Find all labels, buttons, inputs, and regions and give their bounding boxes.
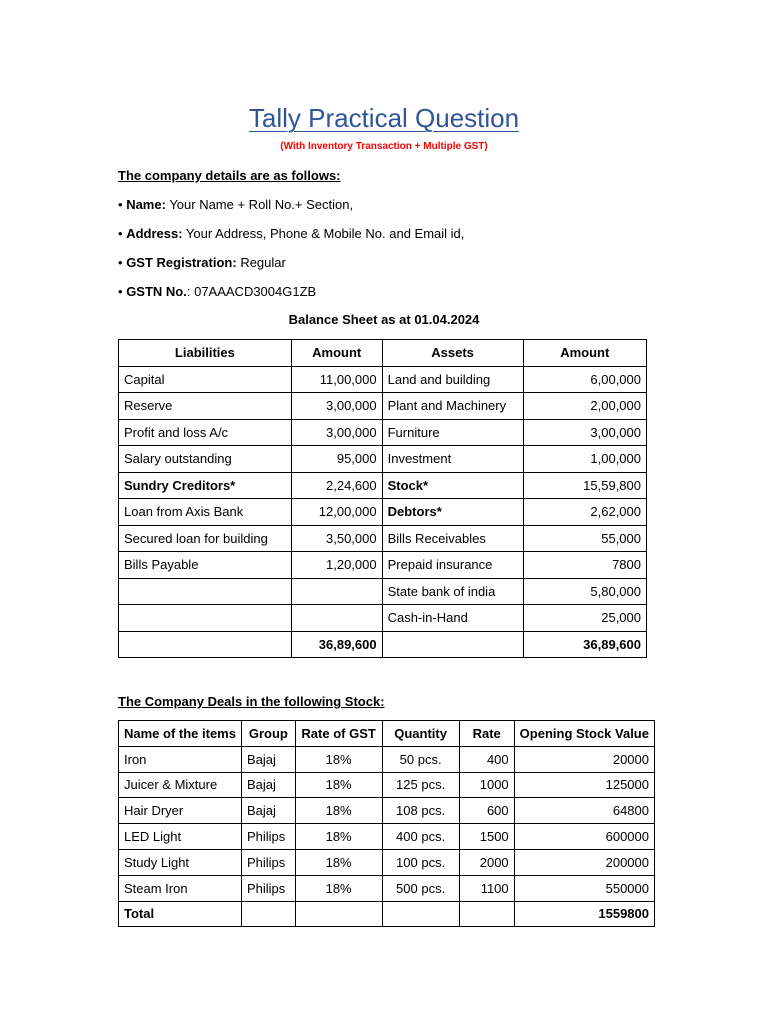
- asset-cell: State bank of india: [382, 578, 523, 605]
- item-cell: Hair Dryer: [119, 798, 242, 824]
- group-cell: Philips: [241, 875, 295, 901]
- rate-cell: 2000: [459, 849, 514, 875]
- liability-cell: Capital: [119, 366, 292, 393]
- detail-value: Your Name + Roll No.+ Section,: [165, 197, 354, 212]
- col-header-assets: Assets: [382, 340, 523, 367]
- asset-amount-cell: 1,00,000: [523, 446, 647, 473]
- asset-amount-cell: 2,00,000: [523, 393, 647, 420]
- asset-amount-cell: 55,000: [523, 525, 647, 552]
- detail-gst-registration: [118, 255, 286, 270]
- asset-cell: Prepaid insurance: [382, 552, 523, 579]
- asset-cell: Cash-in-Hand: [382, 605, 523, 632]
- liability-amount-cell: 3,00,000: [291, 419, 382, 446]
- table-row: [119, 875, 655, 901]
- asset-amount-cell: 6,00,000: [523, 366, 647, 393]
- value-cell: 600000: [514, 824, 654, 850]
- asset-amount-cell: 5,80,000: [523, 578, 647, 605]
- table-row: [119, 772, 655, 798]
- asset-cell: Investment: [382, 446, 523, 473]
- value-cell: 20000: [514, 746, 654, 772]
- liability-cell: Reserve: [119, 393, 292, 420]
- bullet-icon: •: [118, 284, 123, 299]
- balance-sheet-caption: Balance Sheet as at 01.04.2024: [288, 312, 480, 327]
- col-header-item-name: Name of the items: [119, 721, 242, 747]
- gst-cell: 18%: [295, 875, 382, 901]
- detail-label: Address:: [126, 226, 183, 241]
- gst-cell: 18%: [295, 849, 382, 875]
- rate-cell: 1100: [459, 875, 514, 901]
- asset-amount-cell: 15,59,800: [523, 472, 647, 499]
- empty-cell: [119, 631, 292, 658]
- asset-cell: Furniture: [382, 419, 523, 446]
- detail-gstn: [118, 284, 316, 299]
- liability-amount-cell: 95,000: [291, 446, 382, 473]
- table-row: [119, 824, 655, 850]
- item-cell: Study Light: [119, 849, 242, 875]
- rate-cell: 600: [459, 798, 514, 824]
- quantity-cell: 100 pcs.: [382, 849, 459, 875]
- asset-cell: Stock*: [382, 472, 523, 499]
- liability-cell: [119, 605, 292, 632]
- table-row: [119, 525, 647, 552]
- group-cell: Philips: [241, 849, 295, 875]
- asset-amount-cell: 25,000: [523, 605, 647, 632]
- value-cell: 64800: [514, 798, 654, 824]
- liability-cell: Secured loan for building: [119, 525, 292, 552]
- detail-value: Your Address, Phone & Mobile No. and Email id,: [182, 226, 465, 241]
- quantity-cell: 50 pcs.: [382, 746, 459, 772]
- value-cell: 550000: [514, 875, 654, 901]
- gst-cell: 18%: [295, 798, 382, 824]
- liability-amount-cell: 11,00,000: [291, 366, 382, 393]
- detail-address: [118, 226, 464, 241]
- page-subtitle: (With Inventory Transaction + Multiple GST): [280, 141, 488, 152]
- item-cell: Steam Iron: [119, 875, 242, 901]
- liability-amount-cell: 3,00,000: [291, 393, 382, 420]
- empty-cell: [382, 901, 459, 927]
- empty-cell: [459, 901, 514, 927]
- table-row: [119, 499, 647, 526]
- detail-label: GSTN No.: [126, 284, 187, 299]
- group-cell: Philips: [241, 824, 295, 850]
- liability-cell: Bills Payable: [119, 552, 292, 579]
- rate-cell: 1000: [459, 772, 514, 798]
- bullet-icon: •: [118, 255, 123, 270]
- asset-cell: Land and building: [382, 366, 523, 393]
- col-header-group: Group: [241, 721, 295, 747]
- stock-heading: The Company Deals in the following Stock:: [118, 694, 385, 709]
- asset-amount-cell: 3,00,000: [523, 419, 647, 446]
- item-cell: Iron: [119, 746, 242, 772]
- total-liabilities-cell: 36,89,600: [291, 631, 382, 658]
- liability-amount-cell: 2,24,600: [291, 472, 382, 499]
- value-cell: 125000: [514, 772, 654, 798]
- table-row: [119, 393, 647, 420]
- table-header-row: [119, 721, 655, 747]
- col-header-amount: Amount: [291, 340, 382, 367]
- col-header-quantity: Quantity: [382, 721, 459, 747]
- quantity-cell: 125 pcs.: [382, 772, 459, 798]
- table-row: [119, 419, 647, 446]
- group-cell: Bajaj: [241, 746, 295, 772]
- table-row: [119, 446, 647, 473]
- table-row: [119, 746, 655, 772]
- gst-cell: 18%: [295, 772, 382, 798]
- item-cell: Juicer & Mixture: [119, 772, 242, 798]
- table-row: [119, 849, 655, 875]
- group-cell: Bajaj: [241, 772, 295, 798]
- detail-name: [118, 197, 353, 212]
- gst-cell: 18%: [295, 746, 382, 772]
- empty-cell: [295, 901, 382, 927]
- total-label-cell: Total: [119, 901, 242, 927]
- detail-label: Name:: [126, 197, 166, 212]
- total-value-cell: 1559800: [514, 901, 654, 927]
- detail-label: GST Registration:: [126, 255, 237, 270]
- quantity-cell: 500 pcs.: [382, 875, 459, 901]
- page-title: Tally Practical Question: [248, 103, 520, 133]
- liability-amount-cell: [291, 578, 382, 605]
- liability-amount-cell: [291, 605, 382, 632]
- col-header-liabilities: Liabilities: [119, 340, 292, 367]
- item-cell: LED Light: [119, 824, 242, 850]
- liability-cell: Sundry Creditors*: [119, 472, 292, 499]
- liability-amount-cell: 1,20,000: [291, 552, 382, 579]
- liability-amount-cell: 12,00,000: [291, 499, 382, 526]
- group-cell: Bajaj: [241, 798, 295, 824]
- liability-cell: Loan from Axis Bank: [119, 499, 292, 526]
- table-row: [119, 552, 647, 579]
- quantity-cell: 400 pcs.: [382, 824, 459, 850]
- col-header-rate: Rate: [459, 721, 514, 747]
- empty-cell: [382, 631, 523, 658]
- company-details-heading: The company details are as follows:: [118, 168, 341, 183]
- balance-sheet-table: [118, 339, 647, 658]
- bullet-icon: •: [118, 226, 123, 241]
- table-row: [119, 798, 655, 824]
- liability-cell: Salary outstanding: [119, 446, 292, 473]
- gst-cell: 18%: [295, 824, 382, 850]
- table-total-row: [119, 901, 655, 927]
- rate-cell: 400: [459, 746, 514, 772]
- asset-amount-cell: 2,62,000: [523, 499, 647, 526]
- detail-value: Regular: [236, 255, 286, 270]
- liability-cell: Profit and loss A/c: [119, 419, 292, 446]
- stock-table: [118, 720, 655, 927]
- value-cell: 200000: [514, 849, 654, 875]
- table-row: [119, 366, 647, 393]
- rate-cell: 1500: [459, 824, 514, 850]
- col-header-opening-value: Opening Stock Value: [514, 721, 654, 747]
- asset-cell: Bills Receivables: [382, 525, 523, 552]
- col-header-amount: Amount: [523, 340, 647, 367]
- asset-cell: Debtors*: [382, 499, 523, 526]
- table-header-row: [119, 340, 647, 367]
- bullet-icon: •: [118, 197, 123, 212]
- empty-cell: [241, 901, 295, 927]
- quantity-cell: 108 pcs.: [382, 798, 459, 824]
- table-row: [119, 578, 647, 605]
- table-row: [119, 605, 647, 632]
- table-row: [119, 472, 647, 499]
- asset-amount-cell: 7800: [523, 552, 647, 579]
- detail-value: : 07AAACD3004G1ZB: [186, 284, 317, 299]
- total-assets-cell: 36,89,600: [523, 631, 647, 658]
- asset-cell: Plant and Machinery: [382, 393, 523, 420]
- liability-cell: [119, 578, 292, 605]
- col-header-gst-rate: Rate of GST: [295, 721, 382, 747]
- liability-amount-cell: 3,50,000: [291, 525, 382, 552]
- table-total-row: [119, 631, 647, 658]
